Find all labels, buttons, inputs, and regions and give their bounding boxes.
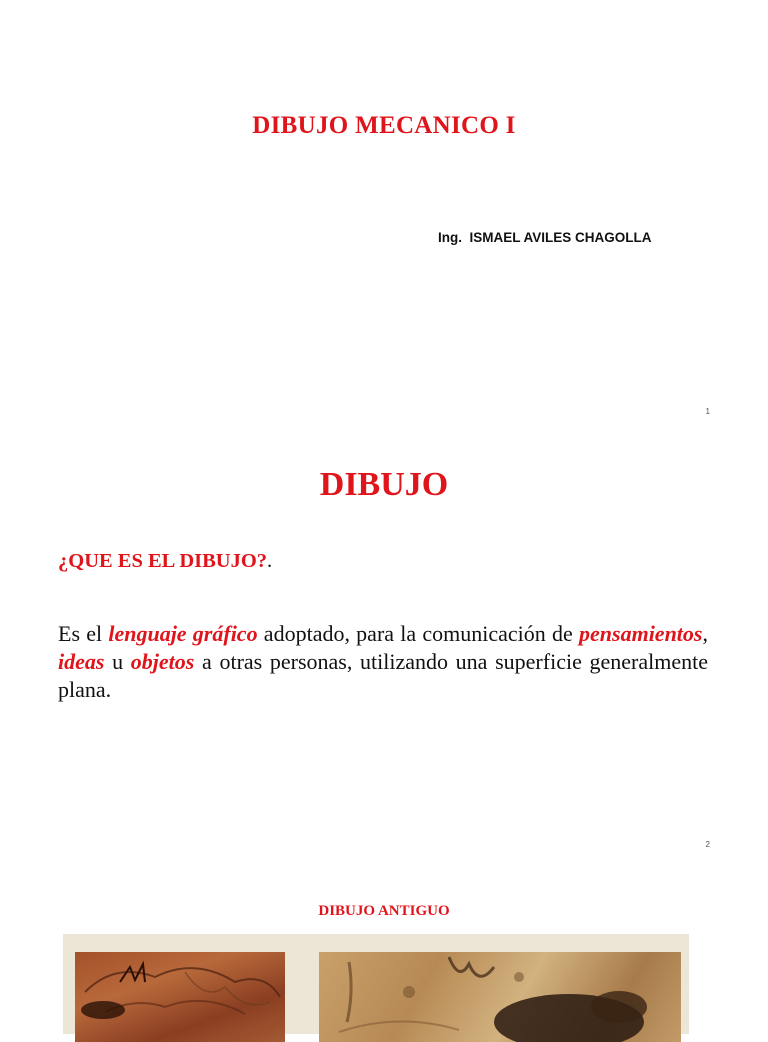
paragraph-text: Es el — [58, 621, 109, 646]
slide-3 — [0, 858, 768, 1024]
slide-1 — [0, 0, 768, 430]
question-text: ¿QUE ES EL DIBUJO? — [58, 550, 268, 572]
emphasis-term: lenguaje gráfico — [108, 621, 258, 646]
paragraph-text: adoptado, para la comunicación de — [257, 621, 580, 646]
definition-paragraph — [58, 620, 708, 704]
slide-title: DIBUJO ANTIGUO — [318, 903, 450, 919]
slide-2 — [0, 430, 768, 858]
cave-painting-bison-image — [319, 952, 681, 1042]
cave-painting-deer-image — [75, 952, 285, 1042]
slide-title: DIBUJO MECANICO I — [252, 112, 516, 139]
emphasis-term: ideas — [58, 649, 105, 674]
paragraph-text: a otras personas, utilizando una superficie generalmente plana. — [58, 649, 708, 702]
page-number: 1 — [705, 407, 710, 416]
paragraph-text: u — [104, 649, 131, 674]
question-suffix: . — [267, 550, 273, 572]
slide-title: DIBUJO — [319, 466, 449, 503]
question-heading — [58, 550, 272, 573]
page-number: 2 — [705, 840, 710, 849]
author-name: Ing. ISMAEL AVILES CHAGOLLA — [438, 230, 652, 245]
emphasis-term: pensamientos — [579, 621, 703, 646]
photo-frame — [63, 934, 689, 1034]
emphasis-term: objetos — [130, 649, 195, 674]
paragraph-text: , — [702, 621, 708, 646]
